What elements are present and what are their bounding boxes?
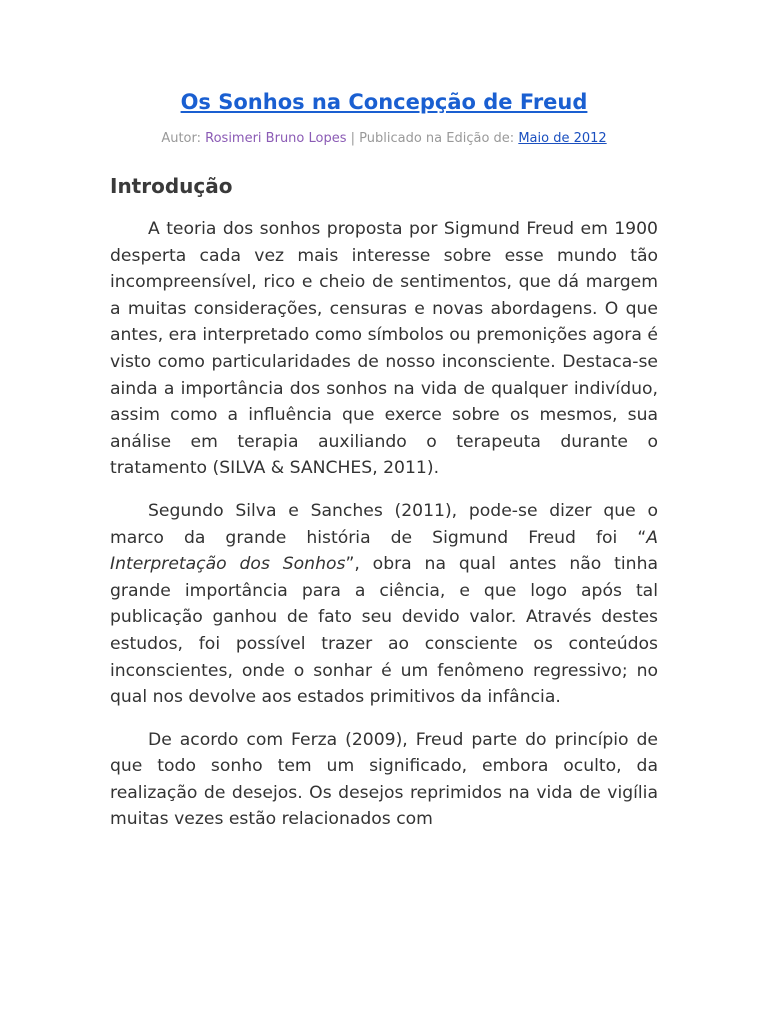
paragraph-2: [110, 498, 658, 711]
section-heading: Introdução: [110, 174, 233, 198]
issue-link[interactable]: Maio de 2012: [518, 131, 607, 146]
paragraph-3: De acordo com Ferza (2009), Freud parte do princípio de que todo sonho tem um significado, embora oculto, da realização de desejos. Os desejos reprimidos na vida de vigília muitas vezes estão relacionados com: [110, 729, 658, 830]
article-title-link[interactable]: Os Sonhos na Concepção de Freud: [180, 90, 588, 114]
author-label: Autor:: [161, 131, 206, 146]
paragraph-2-start: Segundo Silva e Sanches (2011), pode-se dizer que o marco da grande história de Sigmund Freud foi “: [110, 500, 658, 548]
author-link[interactable]: Rosimeri Bruno Lopes: [205, 131, 347, 146]
paragraph-1: A teoria dos sonhos proposta por Sigmund Freud em 1900 desperta cada vez mais interesse sobre esse mundo tão incompreensível, rico e cheio de sentimentos, que dá margem a muitas considerações, censuras e novas abordagens. O que antes, era interpretado como símbolos ou premonições agora é visto como particularidades de nosso inconsciente. Destaca-se ainda a importância dos sonhos na vida de qualquer indivíduo, assim como a influência que exerce sobre os mesmos, sua análise em terapia auxiliando o terapeuta durante o tratamento (SILVA & SANCHES, 2011).: [110, 219, 658, 479]
article-title: [110, 0, 658, 116]
paragraph-2-end: ”, obra na qual antes não tinha grande importância para a ciência, e que logo após tal publicação ganhou de fato seu devido valor. Através destes estudos, foi possível trazer ao consciente os conteúdos inconscientes, onde o sonhar é um fenômeno regressivo; no qual nos devolve aos estados primitivos da infância.: [110, 554, 658, 708]
article-meta: [110, 130, 658, 148]
publication-label: | Publicado na Edição de:: [346, 131, 519, 146]
book-title: A Interpretação dos Sonhos: [110, 527, 658, 575]
